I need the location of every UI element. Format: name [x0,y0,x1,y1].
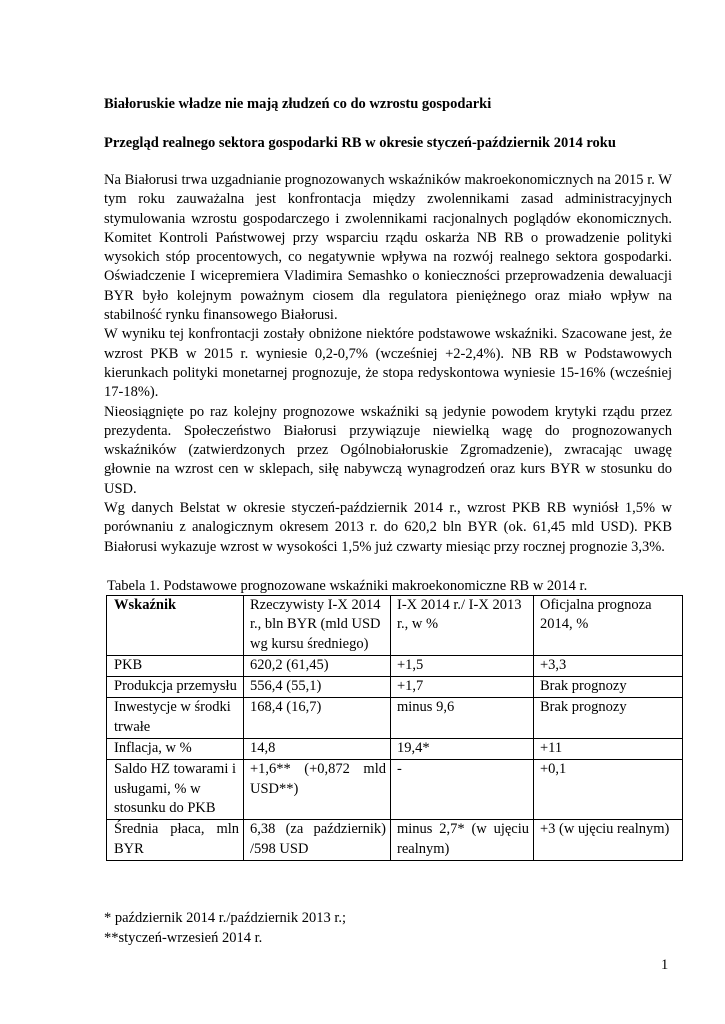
table-cell: Produkcja przemysłu [107,677,244,698]
table-row [107,677,683,698]
table-cell: - [391,760,534,820]
footnote: **styczeń-wrzesień 2014 r. [104,930,263,946]
paragraph: Na Białorusi trwa uzgadnianie prognozowanych wskaźników makroekonomicznych na 2015 r. W tym roku zauważalna jest konfrontacja między zwolennikami zasad administracyjnych stymulowania wzrostu gospodarczego i zwolennikami racjonalnych poglądów ekonomicznych. Komitet Kontroli Państwowej przy wsparciu rządu oskarża NB RB o prowadzenie polityki wysokich stóp procentowych, co negatywnie wpływa na rozwój realnego sektora gospodarki. Oświadczenie I wicepremiera Vladimira Semashko o konieczności przeprowadzenia dewaluacji BYR było kolejnym poważnym ciosem dla regulatora pieniężnego oraz miało wpływ na stabilność rynku finansowego Białorusi. [104,172,672,324]
document-subtitle: Przegląd realnego sektora gospodarki RB w okresie styczeń-październik 2014 roku [104,135,616,151]
table-cell: +3 (w ujęciu realnym) [534,820,683,861]
table-cell: Średnia płaca, mln BYR [107,820,244,861]
table-cell: Inwestycje w środki trwałe [107,698,244,739]
table-cell: 168,4 (16,7) [244,698,391,739]
table-row [107,760,683,820]
table-cell: 6,38 (za październik) /598 USD [244,820,391,861]
table-cell: Inflacja, w % [107,739,244,760]
table-cell: minus 2,7* (w ujęciu realnym) [391,820,534,861]
table-caption: Tabela 1. Podstawowe prognozowane wskaźniki makroekonomiczne RB w 2014 r. [107,578,588,594]
page-number: 1 [661,957,669,973]
table-cell: +0,1 [534,760,683,820]
table-cell: 14,8 [244,739,391,760]
table-header-row [107,596,683,656]
table-header-cell: Rzeczywisty I-X 2014 r., bln BYR (mld USD wg kursu średniego) [244,596,391,656]
table-row [107,698,683,739]
indicators-table [106,595,683,861]
table-header-cell: Wskaźnik [107,596,244,656]
table-cell: PKB [107,655,244,676]
table-cell: Brak prognozy [534,677,683,698]
table-cell: minus 9,6 [391,698,534,739]
table-row [107,739,683,760]
body-text [104,171,672,557]
table-cell: +1,6** (+0,872 mld USD**) [244,760,391,820]
paragraph: Nieosiągnięte po raz kolejny prognozowe wskaźniki są jedynie powodem krytyki rządu przez prezydenta. Społeczeństwo Białorusi przywiązuje niewielką wagę do prognozowanych wskaźników (zatwierdzonych przez Ogólnobiałoruskie Zgromadzenie), zwracając uwagę głownie na wzrost cen w sklepach, siłę nabywczą wynagrodzeń oraz kurs BYR w stosunku do USD. [104,403,672,497]
table-cell: 620,2 (61,45) [244,655,391,676]
table-cell: 556,4 (55,1) [244,677,391,698]
table-cell: +1,5 [391,655,534,676]
table-cell: +3,3 [534,655,683,676]
paragraph: W wyniku tej konfrontacji zostały obniżone niektóre podstawowe wskaźniki. Szacowane jest, że wzrost PKB w 2015 r. wyniesie 0,2-0,7% (wcześniej +2-2,4%). NB RB w Podstawowych kierunkach polityki monetarnej prognozuje, że stopa redyskontowa wyniesie 15-16% (wcześniej 17-18%). [104,326,672,401]
table-cell: +1,7 [391,677,534,698]
paragraph: Wg danych Belstat w okresie styczeń-październik 2014 r., wzrost PKB RB wyniósł 1,5% w porównaniu z analogicznym okresem 2013 r. do 620,2 bln BYR (ok. 61,45 mld USD). PKB Białorusi wykazuje wzrost w wysokości 1,5% już czwarty miesiąc przy rocznej prognozie 3,3%. [104,500,672,555]
table-cell: Brak prognozy [534,698,683,739]
table-cell: +11 [534,739,683,760]
table-header-cell: I-X 2014 r./ I-X 2013 r., w % [391,596,534,656]
table-header-cell: Oficjalna prognoza 2014, % [534,596,683,656]
document-title: Białoruskie władze nie mają złudzeń co do wzrostu gospodarki [104,96,492,112]
table-cell: 19,4* [391,739,534,760]
table-row [107,655,683,676]
footnote: * październik 2014 r./październik 2013 r.; [104,910,346,926]
table-cell: Saldo HZ towarami i usługami, % w stosunku do PKB [107,760,244,820]
table-row [107,820,683,861]
